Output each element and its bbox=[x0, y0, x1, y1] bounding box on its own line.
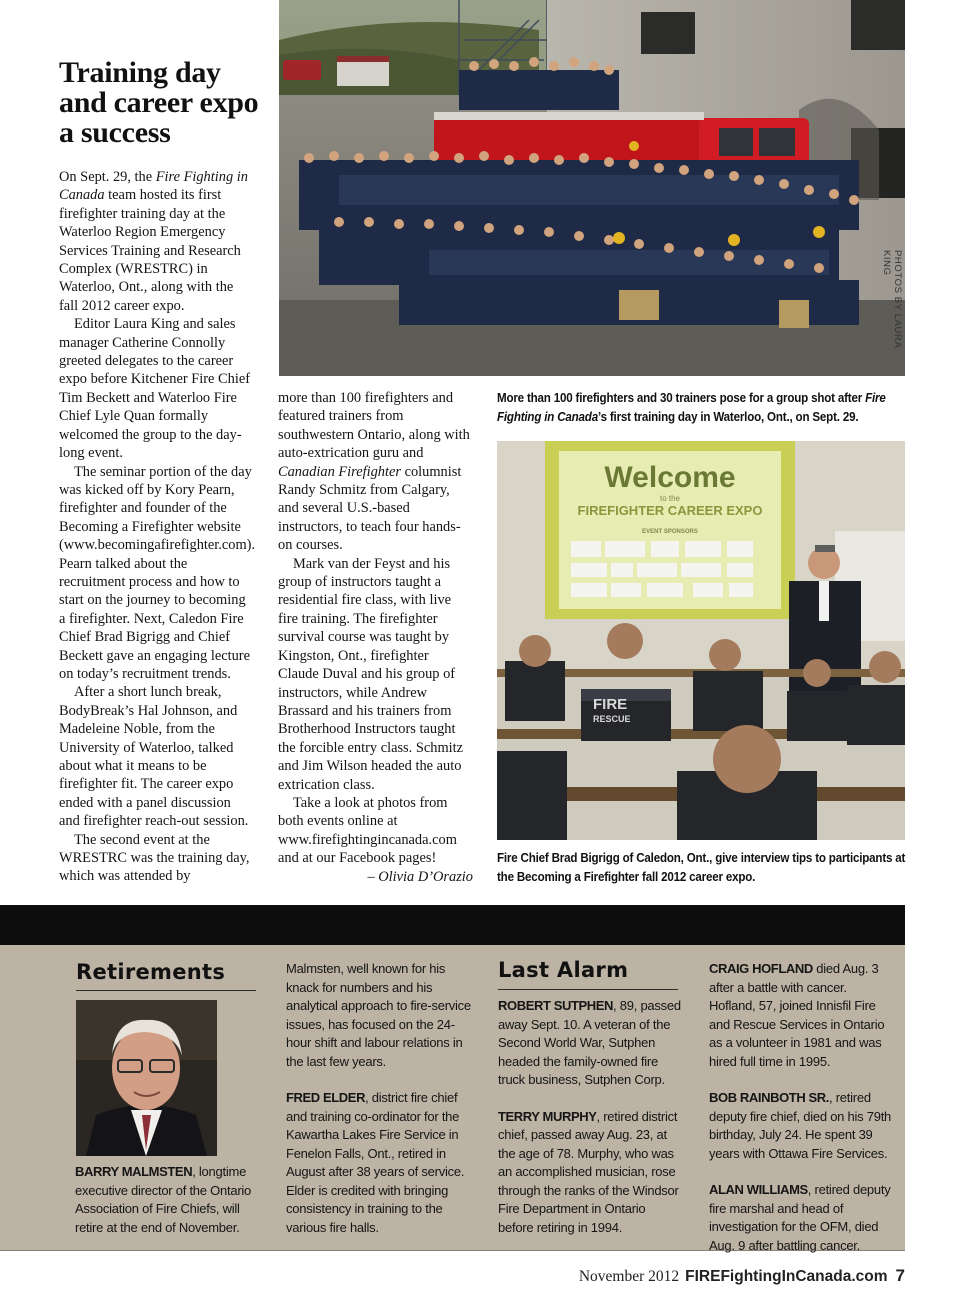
retiree-name: FRED ELDER bbox=[286, 1090, 366, 1105]
paragraph: The seminar portion of the day was kicked off by Kory Pearn, firefighter and founder of the Becoming a Firefighter website (www.becomingafirefighter.com). Pearn talked about the recruitment process and how to start on the journey to becoming a firefighter. Next, Caledon Fire Chief Brad Bigrigg and Chief Beckett gave an engaging lecture on today’s recruitment trends. bbox=[59, 463, 256, 682]
deceased-name: ALAN WILLIAMS bbox=[709, 1182, 808, 1197]
section-divider-bar bbox=[0, 905, 905, 945]
retirement-column-2 bbox=[286, 960, 476, 1237]
retirement-entry-malmsten: BARRY MALMSTEN, longtime executive director of the Ontario Association of Fire Chiefs, will retire at the end of November. bbox=[75, 1164, 252, 1235]
barry-malmsten-portrait bbox=[76, 1000, 217, 1156]
deceased-name: ROBERT SUTPHEN bbox=[498, 998, 614, 1013]
issue-date: November 2012 bbox=[578, 1268, 680, 1285]
heading-rule bbox=[76, 990, 256, 991]
last-alarm-column-1 bbox=[498, 997, 684, 1237]
retirements-heading: Retirements bbox=[76, 960, 226, 984]
retirement-entry-elder: FRED ELDER, district fire chief and training co-ordinator for the Kawartha Lakes Fire Service in Fenelon Falls, Ont., retired in August after 38 years of service. Elder is credited with bringing consistency in training to the various fire halls. bbox=[286, 1090, 465, 1235]
screen-sponsors-text: EVENT SPONSORS bbox=[642, 529, 698, 535]
deceased-name: BOB RAINBOTH SR. bbox=[709, 1090, 829, 1105]
deceased-name: CRAIG HOFLAND bbox=[709, 961, 813, 976]
photo-credit: PHOTOS BY LAURA KING bbox=[881, 250, 903, 348]
shirt-text: FIRE bbox=[593, 696, 628, 713]
career-expo-photo bbox=[497, 441, 905, 840]
screen-to-the-text: to the bbox=[659, 494, 681, 503]
photo-caption-2: Fire Chief Brad Bigrigg of Caledon, Ont., give interview tips to participants at the Becoming a Firefighter fall 2012 career expo. bbox=[497, 851, 906, 884]
paragraph: After a short lunch break, BodyBreak’s Hal Johnson, and Madeleine Noble, from the University of Waterloo, talked about what it means to be firefighter fit. The career expo ended with a panel discussion and firefighter reach-out session. bbox=[59, 684, 249, 830]
paragraph: more than 100 firefighters and featured trainers from southwestern Ontario, along with auto-extrication guru and Canadian Firefighter columnist Randy Schmitz from Calgary, and several U.S.-based instructors, to teach four hands-on courses. bbox=[278, 390, 470, 554]
last-alarm-heading: Last Alarm bbox=[498, 958, 629, 982]
website-url: FIREFightingInCanada.com bbox=[685, 1268, 888, 1285]
paragraph: Mark van der Feyst and his group of instructors taught a residential fire class, with live fire training. The firefighter survival course was taught by Kingston, Ont., firefighter Claude Duval and his group of instructors, while Andrew Brassard and his trainers from Brotherhood Instructors taught the forcible entry class. Schmitz and Jim Wilson headed the auto extrication class. bbox=[278, 555, 464, 793]
group-photo bbox=[279, 0, 905, 376]
paragraph: Take a look at photos from both events online at www.firefightingincanada.com and at our Facebook pages! bbox=[278, 794, 457, 867]
paragraph: The second event at the WRESTRC was the training day, which was attended by bbox=[59, 831, 250, 885]
retirement-entry-malmsten-cont: Malmsten, well known for his knack for numbers and his analytical approach to fire-service issues, has focused on the 24-hour shift and labour relations in the last few years. bbox=[286, 961, 471, 1069]
retiree-name: BARRY MALMSTEN bbox=[75, 1164, 193, 1179]
obituary-entry: ROBERT SUTPHEN, 89, passed away Sept. 10. A veteran of the Second World War, Sutphen headed the family-owned fire truck business, Sutphen Corp. bbox=[498, 998, 681, 1087]
photo-caption-1: More than 100 firefighters and 30 trainers pose for a group shot after Fire Fighting in Canada’s first training day in Waterloo, Ont., on Sept. 29. bbox=[497, 391, 886, 424]
deceased-name: TERRY MURPHY bbox=[498, 1108, 597, 1124]
screen-expo-text: FIREFIGHTER CAREER EXPO bbox=[577, 503, 763, 518]
last-alarm-column-2 bbox=[709, 960, 895, 1255]
article-title: Training day and career expo a success bbox=[59, 56, 259, 149]
obituary-entry: ALAN WILLIAMS, retired deputy fire marshal and head of investigation for the OFM, died Aug. 9 after battling cancer. bbox=[709, 1182, 891, 1253]
page-number: 7 bbox=[895, 1266, 905, 1285]
obituary-entry: TERRY MURPHY, retired district chief, passed away Aug. 23, at the age of 78. Murphy, who was an accomplished musician, rose through the ranks of the Windsor Fire Department in Ontario before retiring in 1994. bbox=[498, 1108, 679, 1235]
byline: – Olivia D’Orazio bbox=[367, 868, 473, 885]
paragraph: On Sept. 29, the Fire Fighting in Canada team hosted its first firefighter training day at the Waterloo Region Emergency Services Training and Research Complex (WRESTRC) in Waterloo, Ont., along with the fall 2012 career expo. bbox=[59, 169, 248, 314]
article-column-1 bbox=[59, 168, 255, 886]
obituary-entry: CRAIG HOFLAND died Aug. 3 after a battle with cancer. Hofland, 57, joined Innisfil Fire and Rescue Services in Ontario as a volunteer in 1981 and was hired full time in 1995. bbox=[709, 961, 885, 1069]
paragraph: Editor Laura King and sales manager Catherine Connolly greeted delegates to the career expo before Kitchener Fire Chief Tim Beckett and Waterloo Fire Chief Lyle Quan formally welcomed the group to the day-long event. bbox=[59, 316, 250, 462]
obituary-entry: BOB RAINBOTH SR., retired deputy fire chief, died on his 79th birthday, July 24. He spent 39 years with Ottawa Fire Services. bbox=[709, 1090, 892, 1161]
shirt-text-2: RESCUE bbox=[593, 714, 631, 724]
heading-rule bbox=[498, 989, 678, 990]
article-column-2 bbox=[278, 389, 473, 886]
screen-welcome-text: Welcome bbox=[604, 461, 736, 494]
page-footer bbox=[579, 1266, 905, 1286]
